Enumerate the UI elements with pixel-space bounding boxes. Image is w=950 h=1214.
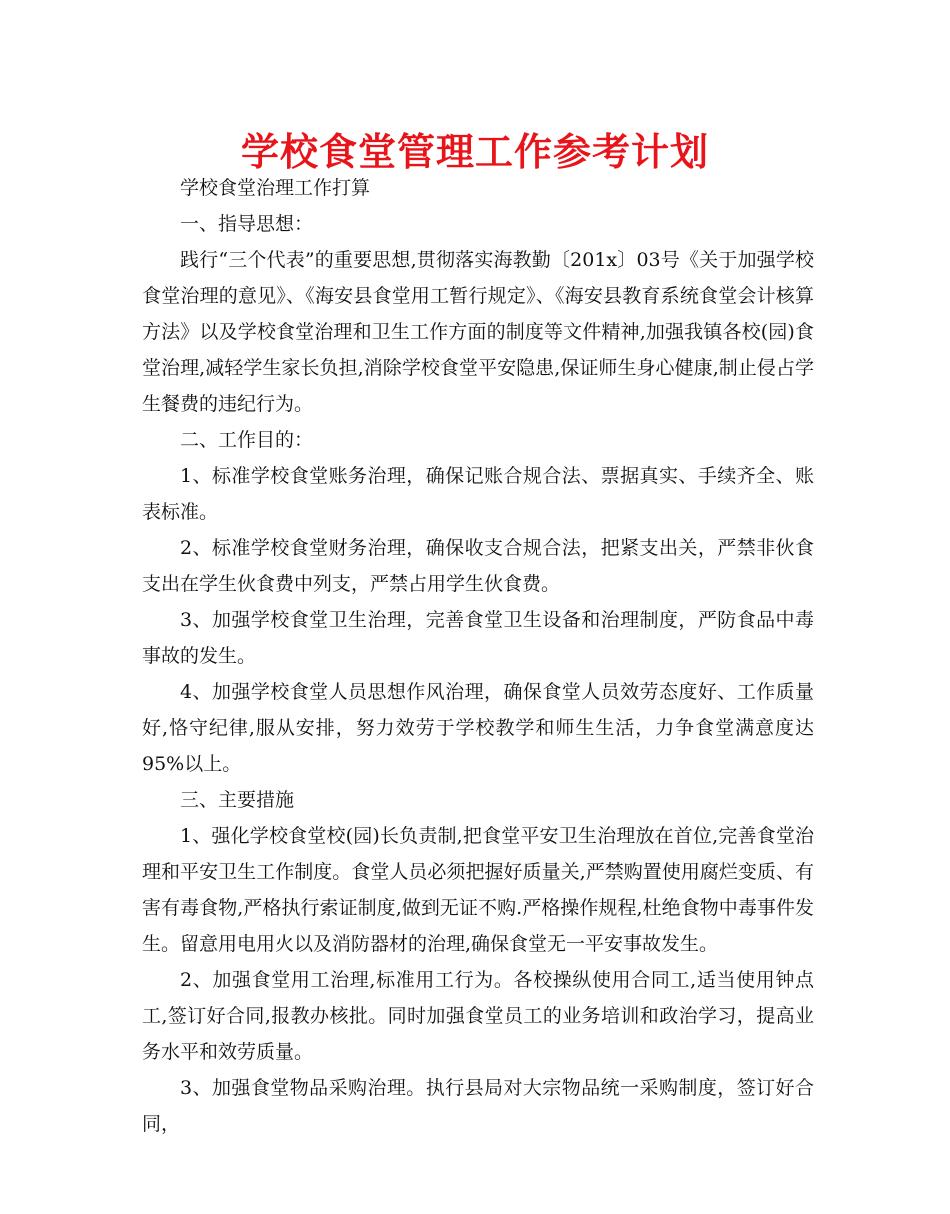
paragraph-guiding-idea: 践行“三个代表”的重要思想,贯彻落实海教勤〔201x〕03号《关于加强学校食堂治理的意见》、《海安县食堂用工暂行规定》、《海安县教育系统食堂会计核算方法》以及学校食堂治理和卫生工作方面的制度等文件精神,加强我镇各校(园)食堂治理,减轻学生家长负担,消除学校食堂平安隐患,保证师生身心健康,制止侵占学生餐费的违纪行为。 [142,249,814,415]
section-heading-work-goals: 二、工作目的： [180,429,314,451]
section-heading-main-measures: 三、主要措施 [180,789,295,811]
paragraph-goal-1: 1、标准学校食堂账务治理，确保记账合规合法、票据真实、手续齐全、账表标准。 [142,465,814,523]
paragraph-goal-3: 3、加强学校食堂卫生治理，完善食堂卫生设备和治理制度，严防食品中毒事故的发生。 [142,609,814,667]
paragraph-goal-4: 4、加强学校食堂人员思想作风治理，确保食堂人员效劳态度好、工作质量好,恪守纪律,服从安排，努力效劳于学校教学和师生生活，力争食堂满意度达95%以上。 [142,681,814,775]
paragraph-plan-name: 学校食堂治理工作打算 [180,177,371,199]
paragraph-measure-2: 2、加强食堂用工治理,标准用工行为。各校操纵使用合同工,适当使用钟点工,签订好合同,报教办核批。同时加强食堂员工的业务培训和政治学习，提高业务水平和效劳质量。 [142,969,814,1063]
paragraph-measure-3: 3、加强食堂物品采购治理。执行县局对大宗物品统一采购制度，签订好合同， [142,1077,814,1135]
section-heading-guiding-idea: 一、指导思想： [180,213,314,235]
document-title: 学校食堂管理工作参考计划 [240,130,709,174]
document-body [142,170,814,1142]
paragraph-goal-2: 2、标准学校食堂财务治理，确保收支合规合法，把紧支出关，严禁非伙食支出在学生伙食费中列支，严禁占用学生伙食费。 [142,537,814,595]
paragraph-measure-1: 1、强化学校食堂校(园)长负责制,把食堂平安卫生治理放在首位,完善食堂治理和平安卫生工作制度。食堂人员必须把握好质量关,严禁购置使用腐烂变质、有害有毒食物,严格执行索证制度,做到无证不购.严格操作规程,杜绝食物中毒事件发生。留意用电用火以及消防器材的治理,确保食堂无一平安事故发生。 [142,825,814,955]
